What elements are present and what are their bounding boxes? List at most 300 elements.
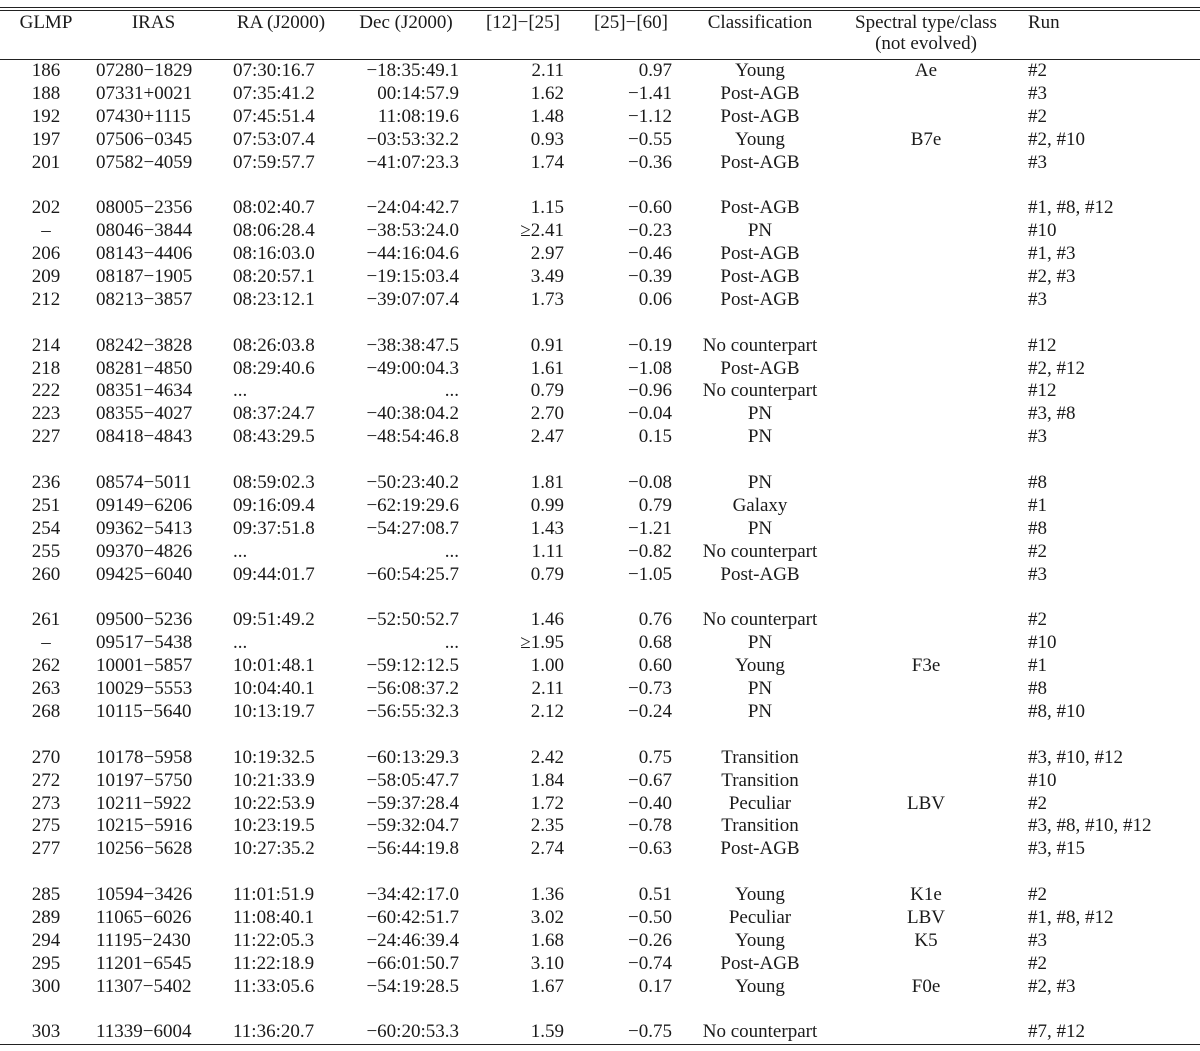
cell-run: #10 [1028,632,1057,654]
cell-glmp: 303 [31,1021,61,1043]
cell-classification: Galaxy [732,494,788,516]
cell-ra: 09:16:09.4 [233,494,315,516]
cell-color-12-25: 1.84 [530,769,564,791]
cell-dec: −39:07:07.4 [366,288,459,310]
cell-dec: −18:35:49.1 [366,60,459,81]
table-body [0,60,1200,1044]
table-row [0,655,1200,678]
cell-classification: Young [735,975,785,997]
cell-color-25-60: 0.60 [638,655,672,677]
cell-run: #1 [1028,494,1047,516]
cell-color-25-60: −0.55 [628,128,672,150]
cell-run: #2, #10 [1028,128,1085,150]
cell-dec: −38:53:24.0 [366,220,459,242]
cell-glmp: 192 [31,105,61,127]
cell-run: #1 [1028,655,1047,677]
cell-run: #2 [1028,952,1047,974]
cell-classification: Post-AGB [720,952,800,974]
table-row [0,770,1200,793]
cell-iras: 09149−6206 [96,494,193,516]
cell-run: #2 [1028,609,1047,631]
cell-run: #3, #10, #12 [1028,746,1123,768]
cell-iras: 10115−5640 [96,700,192,722]
cell-classification: No counterpart [702,1021,818,1043]
cell-color-25-60: 0.17 [638,975,672,997]
cell-ra: 09:37:51.8 [233,517,315,539]
cell-color-25-60: −1.05 [628,563,672,585]
cell-classification: PN [747,700,773,722]
cell-dec: −38:38:47.5 [366,334,459,356]
cell-dec: −19:15:03.4 [366,266,459,288]
cell-classification: Post-AGB [720,266,800,288]
table-row [0,564,1200,587]
cell-ra: 08:02:40.7 [233,197,315,219]
cell-run: #8 [1028,517,1047,539]
cell-ra: 11:22:18.9 [233,952,315,974]
cell-spectral-type: K5 [914,929,938,951]
cell-glmp: 209 [31,266,61,288]
cell-glmp: 262 [31,655,61,677]
table-row [0,838,1200,861]
cell-spectral-type: F0e [911,975,941,997]
cell-color-25-60: −0.67 [628,769,672,791]
table-row [0,701,1200,724]
cell-dec: 00:14:57.9 [377,82,459,104]
cell-iras: 10256−5628 [96,838,193,860]
cell-iras: 10197−5750 [96,769,193,791]
cell-run: #2, #3 [1028,266,1076,288]
cell-spectral-type: B7e [910,128,942,150]
cell-dec: −56:08:37.2 [366,678,459,700]
cell-color-25-60: −0.96 [628,380,672,402]
cell-color-12-25: 1.59 [530,1021,564,1043]
cell-classification: PN [747,403,773,425]
header-color-12-25: [12]−[25] [485,12,561,33]
cell-color-25-60: 0.97 [638,60,672,81]
cell-classification: PN [747,678,773,700]
cell-classification: Young [735,128,785,150]
cell-ra: 11:33:05.6 [233,975,315,997]
cell-color-25-60: −0.63 [628,838,672,860]
cell-ra: 09:44:01.7 [233,563,315,585]
cell-iras: 08351−4634 [96,380,193,402]
cell-color-12-25: 1.15 [530,197,564,219]
cell-run: #2, #3 [1028,975,1076,997]
table-row [0,60,1200,83]
cell-classification: Transition [721,815,799,837]
cell-dec: −60:13:29.3 [366,746,459,768]
cell-ra: 07:45:51.4 [233,105,315,127]
cell-ra: 11:01:51.9 [233,884,315,906]
cell-ra: 08:16:03.0 [233,243,315,265]
cell-color-12-25: 2.70 [530,403,564,425]
cell-iras: 10215−5916 [96,815,193,837]
cell-color-25-60: −0.40 [628,792,672,814]
table-row [0,609,1200,632]
cell-color-12-25: 0.79 [530,563,564,585]
cell-dec: −60:20:53.3 [366,1021,459,1043]
cell-classification: Young [735,884,785,906]
cell-color-12-25: 1.36 [530,884,564,906]
table-row [0,403,1200,426]
cell-color-12-25: 1.73 [530,288,564,310]
cell-dec: −44:16:04.6 [366,243,459,265]
cell-ra: 07:59:57.7 [233,151,315,173]
cell-classification: Young [735,929,785,951]
cell-iras: 10178−5958 [96,746,193,768]
cell-run: #10 [1028,220,1057,242]
cell-dec: −54:19:28.5 [366,975,459,997]
cell-color-12-25: 1.11 [531,540,564,562]
cell-glmp: 255 [31,540,61,562]
cell-run: #3, #8 [1028,403,1076,425]
cell-color-25-60: −0.50 [628,906,672,928]
cell-run: #3 [1028,151,1047,173]
cell-ra: 07:30:16.7 [233,60,315,81]
cell-glmp: 263 [31,678,61,700]
cell-iras: 08187−1905 [96,266,193,288]
cell-iras: 11195−2430 [96,929,191,951]
cell-color-12-25: 0.79 [530,380,564,402]
cell-ra: 08:06:28.4 [233,220,315,242]
table-row [0,541,1200,564]
table-row [0,518,1200,541]
cell-classification: Transition [721,769,799,791]
table-row [0,747,1200,770]
cell-color-25-60: −1.08 [628,357,672,379]
cell-color-25-60: −0.78 [628,815,672,837]
cell-color-25-60: −0.60 [628,197,672,219]
cell-classification: Post-AGB [720,105,800,127]
cell-color-12-25: 2.97 [530,243,564,265]
cell-color-25-60: −1.12 [628,105,672,127]
cell-ra: 10:21:33.9 [233,769,315,791]
cell-color-25-60: −0.75 [628,1021,672,1043]
cell-color-25-60: 0.76 [638,609,672,631]
cell-spectral-type: LBV [907,792,945,814]
cell-ra: 10:01:48.1 [233,655,315,677]
cell-glmp: 285 [31,884,61,906]
table-row [0,472,1200,495]
header-iras: IRAS [131,12,176,33]
cell-classification: Peculiar [728,792,792,814]
cell-spectral-type: LBV [907,906,945,928]
cell-iras: 09370−4826 [96,540,193,562]
cell-glmp: 202 [31,197,61,219]
table-row [0,335,1200,358]
cell-glmp: 186 [31,60,61,81]
cell-ra: 08:43:29.5 [233,426,315,448]
cell-color-12-25: 1.62 [530,82,564,104]
cell-iras: 07430+1115 [96,105,191,127]
cell-classification: Young [735,60,785,81]
cell-ra: 10:23:19.5 [233,815,315,837]
cell-color-25-60: 0.06 [638,288,672,310]
cell-color-25-60: −0.36 [628,151,672,173]
cell-run: #3 [1028,426,1047,448]
cell-run: #2, #12 [1028,357,1085,379]
cell-ra: 11:36:20.7 [233,1021,315,1043]
cell-glmp: 222 [31,380,61,402]
cell-ra: ... [233,540,248,562]
cell-iras: 09425−6040 [96,563,193,585]
cell-glmp: 188 [31,82,61,104]
cell-color-12-25: 2.12 [530,700,564,722]
cell-color-12-25: 1.43 [530,517,564,539]
cell-iras: 07506−0345 [96,128,193,150]
cell-iras: 11307−5402 [96,975,192,997]
cell-glmp: 275 [31,815,61,837]
header-spectral-type [842,12,1010,54]
cell-dec: 11:08:19.6 [377,105,459,127]
cell-color-25-60: −0.73 [628,678,672,700]
cell-color-25-60: −0.23 [628,220,672,242]
cell-ra: 10:27:35.2 [233,838,315,860]
cell-iras: 08213−3857 [96,288,193,310]
table-row [0,129,1200,152]
table-row [0,152,1200,175]
cell-dec: −34:42:17.0 [366,884,459,906]
cell-color-25-60: 0.79 [638,494,672,516]
cell-spectral-type: Ae [914,60,938,81]
cell-ra: 08:20:57.1 [233,266,315,288]
bottom-rule [0,1044,1200,1045]
cell-iras: 10594−3426 [96,884,193,906]
cell-glmp: 272 [31,769,61,791]
cell-dec: −60:42:51.7 [366,906,459,928]
cell-color-12-25: 2.11 [531,678,564,700]
cell-classification: No counterpart [702,380,818,402]
table-row [0,426,1200,449]
cell-classification: Young [735,655,785,677]
cell-ra: 08:23:12.1 [233,288,315,310]
cell-iras: 07582−4059 [96,151,193,173]
cell-classification: PN [747,426,773,448]
cell-dec: ... [444,632,459,654]
cell-iras: 08046−3844 [96,220,193,242]
header-glmp: GLMP [19,12,73,33]
cell-iras: 07331+0021 [96,82,193,104]
cell-run: #3, #15 [1028,838,1085,860]
cell-dec: −24:46:39.4 [366,929,459,951]
cell-spectral-type: F3e [911,655,941,677]
table-row [0,358,1200,381]
table-row [0,815,1200,838]
cell-run: #8, #10 [1028,700,1085,722]
table-row [0,106,1200,129]
cell-color-25-60: 0.15 [638,426,672,448]
cell-classification: Post-AGB [720,243,800,265]
cell-iras: 11065−6026 [96,906,192,928]
cell-ra: 11:08:40.1 [233,906,315,928]
cell-color-12-25: 0.99 [530,494,564,516]
cell-glmp: 277 [31,838,61,860]
cell-dec: −62:19:29.6 [366,494,459,516]
cell-ra: 08:26:03.8 [233,334,315,356]
cell-color-25-60: −1.21 [628,517,672,539]
table-row [0,884,1200,907]
cell-iras: 08281−4850 [96,357,193,379]
cell-run: #8 [1028,678,1047,700]
cell-color-12-25: 3.02 [530,906,564,928]
cell-color-12-25: 2.74 [530,838,564,860]
cell-dec: −59:32:04.7 [366,815,459,837]
cell-dec: −56:55:32.3 [366,700,459,722]
cell-dec: −66:01:50.7 [366,952,459,974]
cell-color-25-60: −0.74 [628,952,672,974]
cell-classification: PN [747,472,773,494]
cell-dec: −41:07:23.3 [366,151,459,173]
cell-ra: 10:22:53.9 [233,792,315,814]
cell-ra: 10:04:40.1 [233,678,315,700]
cell-iras: 08005−2356 [96,197,193,219]
cell-ra: 08:59:02.3 [233,472,315,494]
cell-glmp: 251 [31,494,61,516]
table-row [0,632,1200,655]
table-row [0,220,1200,243]
cell-run: #2 [1028,540,1047,562]
cell-classification: Post-AGB [720,151,800,173]
cell-dec: −03:53:32.2 [366,128,459,150]
cell-run: #3 [1028,288,1047,310]
cell-run: #12 [1028,334,1057,356]
cell-color-12-25: 1.61 [530,357,564,379]
cell-glmp: 227 [31,426,61,448]
cell-classification: No counterpart [702,540,818,562]
cell-ra: ... [233,632,248,654]
cell-ra: ... [233,380,248,402]
cell-glmp: 236 [31,472,61,494]
cell-dec: ... [444,540,459,562]
cell-color-12-25: 1.67 [530,975,564,997]
cell-iras: 11339−6004 [96,1021,192,1043]
cell-color-25-60: −0.82 [628,540,672,562]
cell-iras: 08143−4406 [96,243,193,265]
cell-color-12-25: 0.91 [530,334,564,356]
cell-dec: −50:23:40.2 [366,472,459,494]
cell-run: #2 [1028,884,1047,906]
cell-classification: Transition [721,746,799,768]
cell-ra: 09:51:49.2 [233,609,315,631]
cell-classification: No counterpart [702,609,818,631]
cell-glmp: 206 [31,243,61,265]
cell-classification: Post-AGB [720,357,800,379]
cell-ra: 08:37:24.7 [233,403,315,425]
cell-iras: 10211−5922 [96,792,192,814]
table-row [0,380,1200,403]
cell-glmp: 260 [31,563,61,585]
cell-classification: Post-AGB [720,288,800,310]
cell-dec: −40:38:04.2 [366,403,459,425]
cell-run: #2 [1028,60,1047,81]
table-row [0,976,1200,999]
header-spectral-type-line1: Spectral type/class [855,12,997,33]
cell-glmp: 261 [31,609,61,631]
table-row [0,907,1200,930]
cell-color-12-25: 2.35 [530,815,564,837]
cell-glmp: 289 [31,906,61,928]
cell-color-12-25: ≥2.41 [520,220,564,242]
cell-glmp: 273 [31,792,61,814]
cell-glmp: 201 [31,151,61,173]
header-ra: RA (J2000) [236,12,326,33]
table-row [0,197,1200,220]
header-spectral-type-line2: (not evolved) [875,33,977,54]
cell-ra: 11:22:05.3 [233,929,315,951]
cell-dec: −52:50:52.7 [366,609,459,631]
cell-run: #3 [1028,563,1047,585]
cell-iras: 08418−4843 [96,426,193,448]
cell-run: #2 [1028,105,1047,127]
cell-run: #7, #12 [1028,1021,1085,1043]
cell-spectral-type: K1e [910,884,942,906]
cell-color-25-60: 0.51 [638,884,672,906]
cell-iras: 10029−5553 [96,678,193,700]
cell-color-25-60: −0.04 [628,403,672,425]
cell-glmp: 300 [31,975,61,997]
cell-run: #8 [1028,472,1047,494]
cell-run: #3, #8, #10, #12 [1028,815,1152,837]
cell-run: #1, #3 [1028,243,1076,265]
cell-color-12-25: ≥1.95 [520,632,564,654]
cell-glmp: 295 [31,952,61,974]
cell-dec: −54:27:08.7 [366,517,459,539]
cell-glmp: 294 [31,929,61,951]
cell-dec: ... [444,380,459,402]
cell-glmp: 270 [31,746,61,768]
table-row [0,678,1200,701]
cell-color-12-25: 3.10 [530,952,564,974]
table-row [0,953,1200,976]
cell-classification: Post-AGB [720,563,800,585]
cell-iras: 09500−5236 [96,609,193,631]
table-row [0,495,1200,518]
cell-glmp: 223 [31,403,61,425]
cell-color-12-25: 2.11 [531,60,564,81]
cell-color-12-25: 1.00 [530,655,564,677]
cell-iras: 09517−5438 [96,632,193,654]
cell-iras: 11201−6545 [96,952,192,974]
cell-run: #2 [1028,792,1047,814]
cell-iras: 10001−5857 [96,655,193,677]
cell-run: #1, #8, #12 [1028,197,1114,219]
header-classification: Classification [707,12,813,33]
cell-color-12-25: 1.72 [530,792,564,814]
cell-color-12-25: 1.48 [530,105,564,127]
cell-iras: 08574−5011 [96,472,192,494]
table-row [0,83,1200,106]
cell-color-12-25: 1.81 [530,472,564,494]
cell-color-25-60: −0.26 [628,929,672,951]
cell-run: #3 [1028,929,1047,951]
cell-classification: PN [747,517,773,539]
cell-ra: 07:53:07.4 [233,128,315,150]
cell-dec: −59:37:28.4 [366,792,459,814]
cell-dec: −59:12:12.5 [366,655,459,677]
table-row [0,930,1200,953]
cell-color-25-60: 0.75 [638,746,672,768]
header-color-25-60: [25]−[60] [593,12,669,33]
cell-color-12-25: 1.68 [530,929,564,951]
table-row [0,243,1200,266]
cell-classification: PN [747,220,773,242]
table-row [0,266,1200,289]
cell-glmp: – [41,220,51,242]
cell-glmp: 214 [31,334,61,356]
cell-run: #3 [1028,82,1047,104]
cell-color-12-25: 1.74 [530,151,564,173]
cell-iras: 08355−4027 [96,403,193,425]
